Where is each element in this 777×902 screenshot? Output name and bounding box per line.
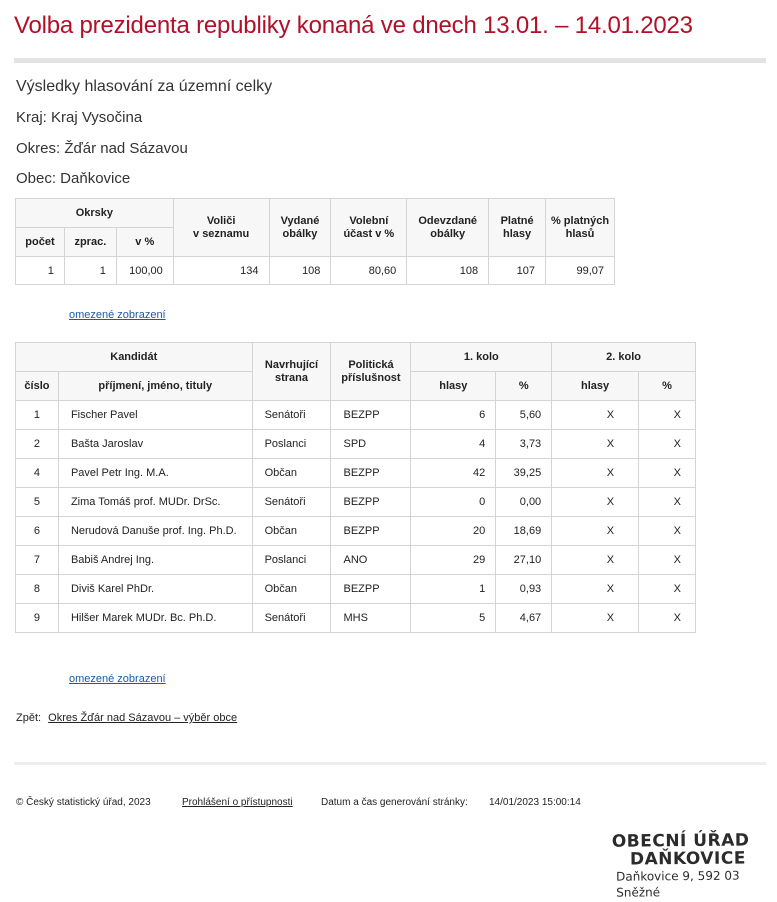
- cell-hlasy: 20: [411, 517, 496, 546]
- cell-jmeno: Nerudová Danuše prof. Ing. Ph.D.: [58, 517, 252, 546]
- cell-prislusnost: MHS: [331, 604, 411, 633]
- header-kolo1: 1. kolo: [411, 343, 552, 372]
- cell-vpct: 100,00: [116, 257, 173, 285]
- header-odevzdane: Odevzdané obálky: [407, 199, 489, 257]
- table-row: [16, 604, 696, 633]
- results-subtitle: Výsledky hlasování za územní celky: [16, 78, 273, 95]
- cell-prislusnost: BEZPP: [331, 575, 411, 604]
- cell-cislo: 2: [16, 430, 59, 459]
- footer-copyright: © Český statistický úřad, 2023: [16, 797, 151, 808]
- header-pct1: %: [496, 372, 552, 401]
- cell-hlasy2: X: [552, 604, 639, 633]
- accessibility-link[interactable]: Prohlášení o přístupnosti: [182, 797, 293, 808]
- cell-pct2: X: [639, 488, 696, 517]
- cell-hlasy2: X: [552, 401, 639, 430]
- table-row: [16, 546, 696, 575]
- cell-hlasy: 0: [411, 488, 496, 517]
- table-row: [16, 459, 696, 488]
- cell-strana: Poslanci: [252, 430, 331, 459]
- cell-prislusnost: BEZPP: [331, 488, 411, 517]
- cell-hlasy: 29: [411, 546, 496, 575]
- cell-pct: 4,67: [496, 604, 552, 633]
- cell-pct2: X: [639, 546, 696, 575]
- municipality-label: Obec: Daňkovice: [16, 170, 131, 187]
- header-prislusnost: Politická příslušnost: [331, 343, 411, 401]
- cell-pct2: X: [639, 401, 696, 430]
- cell-pct2: X: [639, 604, 696, 633]
- region-label: Kraj: Kraj Vysočina: [16, 109, 143, 126]
- cell-hlasy: 4: [411, 430, 496, 459]
- header-kandidat: Kandidát: [16, 343, 253, 372]
- cell-jmeno: Fischer Pavel: [58, 401, 252, 430]
- cell-jmeno: Bašta Jaroslav: [58, 430, 252, 459]
- summary-table: [15, 198, 615, 285]
- cell-pct: 39,25: [496, 459, 552, 488]
- page-title: Volba prezidenta republiky konaná ve dnech 13.01. – 14.01.2023: [14, 12, 693, 39]
- cell-ucast: 80,60: [331, 257, 407, 285]
- cell-hlasy: 1: [411, 575, 496, 604]
- back-link[interactable]: Okres Žďár nad Sázavou – výběr obce: [48, 712, 238, 724]
- cell-prislusnost: BEZPP: [331, 401, 411, 430]
- header-volici: Voliči v seznamu: [173, 199, 269, 257]
- cell-hlasy2: X: [552, 575, 639, 604]
- stamp-line-2: DAŇKOVICE: [629, 848, 747, 870]
- cell-strana: Senátoři: [252, 488, 331, 517]
- cell-cislo: 4: [16, 459, 59, 488]
- cell-strana: Poslanci: [252, 546, 331, 575]
- cell-jmeno: Babiš Andrej Ing.: [58, 546, 252, 575]
- cell-vydane: 108: [269, 257, 331, 285]
- cell-cislo: 5: [16, 488, 59, 517]
- table-row: [16, 575, 696, 604]
- cell-hlasy: 5: [411, 604, 496, 633]
- cell-prislusnost: BEZPP: [331, 459, 411, 488]
- stamp-line-3: Daňkovice 9, 592 03 Sněžné: [616, 868, 740, 900]
- table-row: [16, 488, 696, 517]
- cell-hlasy2: X: [552, 517, 639, 546]
- cell-jmeno: Zima Tomáš prof. MUDr. DrSc.: [58, 488, 252, 517]
- header-pocet: počet: [16, 228, 65, 257]
- header-hlasy2: hlasy: [552, 372, 639, 401]
- candidate-rows: [16, 401, 696, 633]
- cell-strana: Občan: [252, 459, 331, 488]
- header-kolo2: 2. kolo: [552, 343, 696, 372]
- header-platne: Platné hlasy: [489, 199, 546, 257]
- cell-pocet: 1: [16, 257, 65, 285]
- table-row: [16, 430, 696, 459]
- cell-strana: Občan: [252, 517, 331, 546]
- cell-volici: 134: [173, 257, 269, 285]
- cell-prislusnost: SPD: [331, 430, 411, 459]
- cell-cislo: 7: [16, 546, 59, 575]
- cell-pct2: X: [639, 517, 696, 546]
- stamp-line-1: OBECNÍ ÚŘAD: [611, 830, 750, 852]
- cell-hlasy2: X: [552, 546, 639, 575]
- cell-pct: 5,60: [496, 401, 552, 430]
- header-okrsky: Okrsky: [16, 199, 174, 228]
- limited-view-link-2[interactable]: omezené zobrazení: [69, 673, 166, 685]
- header-jmeno: příjmení, jméno, tituly: [58, 372, 252, 401]
- cell-pct2: X: [639, 430, 696, 459]
- cell-hlasy2: X: [552, 459, 639, 488]
- header-cislo: číslo: [16, 372, 59, 401]
- cell-pct-platnych: 99,07: [546, 257, 615, 285]
- footer-generated-value: 14/01/2023 15:00:14: [489, 797, 581, 808]
- cell-prislusnost: ANO: [331, 546, 411, 575]
- cell-pct: 3,73: [496, 430, 552, 459]
- cell-strana: Občan: [252, 575, 331, 604]
- header-vydane: Vydané obálky: [269, 199, 331, 257]
- cell-cislo: 6: [16, 517, 59, 546]
- header-vpct: v %: [116, 228, 173, 257]
- title-divider: [14, 58, 766, 63]
- header-hlasy1: hlasy: [411, 372, 496, 401]
- footer-generated-label: Datum a čas generování stránky:: [321, 797, 468, 808]
- cell-strana: Senátoři: [252, 401, 331, 430]
- back-navigation: [16, 712, 237, 724]
- limited-view-link-1[interactable]: omezené zobrazení: [69, 309, 166, 321]
- header-strana: Navrhující strana: [252, 343, 331, 401]
- cell-pct: 18,69: [496, 517, 552, 546]
- table-row: [16, 401, 696, 430]
- cell-pct: 27,10: [496, 546, 552, 575]
- cell-odevzdane: 108: [407, 257, 489, 285]
- cell-hlasy: 42: [411, 459, 496, 488]
- summary-row: [16, 257, 615, 285]
- cell-jmeno: Diviš Karel PhDr.: [58, 575, 252, 604]
- cell-strana: Senátoři: [252, 604, 331, 633]
- cell-cislo: 9: [16, 604, 59, 633]
- cell-cislo: 1: [16, 401, 59, 430]
- office-stamp: [612, 831, 773, 900]
- cell-hlasy: 6: [411, 401, 496, 430]
- cell-pct: 0,93: [496, 575, 552, 604]
- cell-platne: 107: [489, 257, 546, 285]
- table-row: [16, 517, 696, 546]
- footer-divider: [14, 762, 766, 765]
- cell-jmeno: Hilšer Marek MUDr. Bc. Ph.D.: [58, 604, 252, 633]
- cell-pct2: X: [639, 575, 696, 604]
- candidates-table: [15, 342, 696, 633]
- cell-pct2: X: [639, 459, 696, 488]
- district-label: Okres: Žďár nad Sázavou: [16, 140, 188, 157]
- cell-jmeno: Pavel Petr Ing. M.A.: [58, 459, 252, 488]
- cell-zprac: 1: [64, 257, 116, 285]
- header-pct-platnych: % platných hlasů: [546, 199, 615, 257]
- cell-cislo: 8: [16, 575, 59, 604]
- header-pct2: %: [639, 372, 696, 401]
- header-ucast: Volební účast v %: [331, 199, 407, 257]
- header-zprac: zprac.: [64, 228, 116, 257]
- cell-hlasy2: X: [552, 430, 639, 459]
- back-label: Zpět:: [16, 712, 42, 724]
- cell-hlasy2: X: [552, 488, 639, 517]
- cell-prislusnost: BEZPP: [331, 517, 411, 546]
- cell-pct: 0,00: [496, 488, 552, 517]
